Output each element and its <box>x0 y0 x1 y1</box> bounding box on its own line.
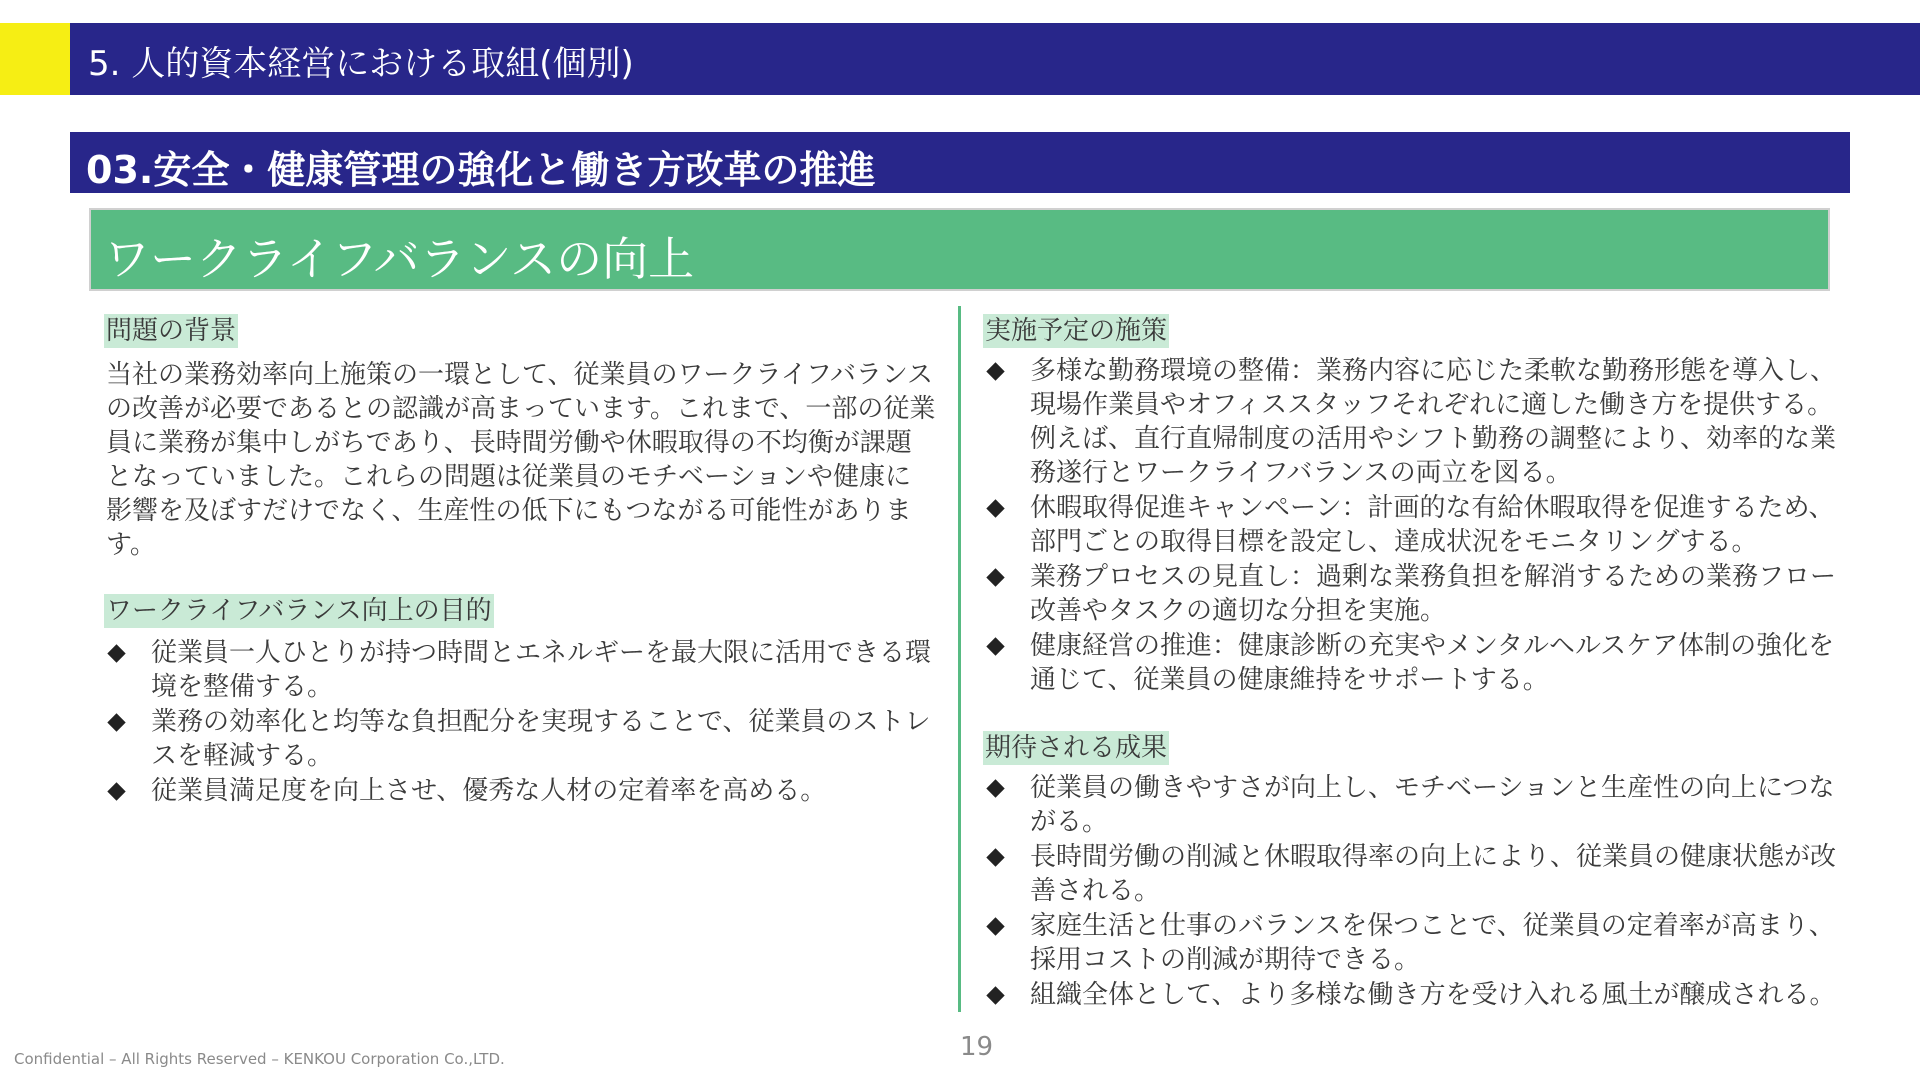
outcomes-item-text: 組織全体として、より多様な働き方を受け入れる風土が醸成される。 <box>1030 980 1836 1010</box>
measures-item-text: 多様な勤務環境の整備：業務内容に応じた柔軟な勤務形態を導入し、現場作業員やオフィススタッフそれぞれに適した働き方を提供する。例えば、直行直帰制度の活用やシフト勤務の調整により、効率的な業務遂行とワークライフバランスの両立を図る。 <box>1030 356 1837 488</box>
confidential-footer: Confidential – All Rights Reserved – KENKOU Corporation Co.,LTD. <box>14 1050 505 1068</box>
outcomes-item <box>985 840 1855 908</box>
purpose-heading: ワークライフバランス向上の目的 <box>106 596 492 626</box>
outcomes-item-text: 長時間労働の削減と休暇取得率の向上により、従業員の健康状態が改善される。 <box>1030 842 1837 906</box>
diamond-bullet-icon <box>987 638 1004 655</box>
outcomes-heading: 期待される成果 <box>985 733 1168 763</box>
yellow-accent-block <box>0 23 70 95</box>
measures-item <box>985 491 1855 559</box>
measures-item-text: 健康経営の推進：健康診断の充実やメンタルヘルスケア体制の強化を通じて、従業員の健康維持をサポートする。 <box>1030 631 1835 695</box>
purpose-item-text: 業務の効率化と均等な負担配分を実現することで、従業員のストレスを軽減する。 <box>151 707 931 771</box>
diamond-bullet-icon <box>987 500 1004 517</box>
outcomes-list <box>985 771 1855 1013</box>
diamond-bullet-icon <box>987 987 1004 1004</box>
purpose-item-text: 従業員一人ひとりが持つ時間とエネルギーを最大限に活用できる環境を整備する。 <box>151 638 932 702</box>
outcomes-item-text: 従業員の働きやすさが向上し、モチベーションと生産性の向上につながる。 <box>1030 773 1835 837</box>
diamond-bullet-icon <box>987 780 1004 797</box>
measures-heading: 実施予定の施策 <box>985 316 1168 346</box>
section-title: 03.安全・健康管理の強化と働き方改革の推進 <box>86 148 876 192</box>
diamond-bullet-icon <box>987 569 1004 586</box>
measures-list <box>985 354 1855 698</box>
purpose-list <box>106 636 940 809</box>
page-number: 19 <box>960 1032 994 1062</box>
purpose-item <box>106 705 940 773</box>
diamond-bullet-icon <box>108 783 125 800</box>
diamond-bullet-icon <box>987 363 1004 380</box>
outcomes-item <box>985 978 1855 1012</box>
purpose-item-text: 従業員満足度を向上させ、優秀な人材の定着率を高める。 <box>151 776 827 806</box>
diamond-bullet-icon <box>987 918 1004 935</box>
purpose-item <box>106 636 940 704</box>
background-heading: 問題の背景 <box>106 316 237 346</box>
diamond-bullet-icon <box>108 645 125 662</box>
column-divider <box>958 306 961 1012</box>
purpose-item <box>106 774 940 808</box>
measures-item-text: 業務プロセスの見直し：過剰な業務負担を解消するための業務フロー改善やタスクの適切な分担を実施。 <box>1030 562 1837 626</box>
measures-item <box>985 629 1855 697</box>
outcomes-item-text: 家庭生活と仕事のバランスを保つことで、従業員の定着率が高まり、採用コストの削減が期待できる。 <box>1030 911 1835 975</box>
outcomes-item <box>985 909 1855 977</box>
page-title: 5. 人的資本経営における取組(個別) <box>88 44 634 84</box>
outcomes-item <box>985 771 1855 839</box>
measures-item <box>985 560 1855 628</box>
topic-title: ワークライフバランスの向上 <box>104 232 695 286</box>
measures-item <box>985 354 1855 490</box>
background-paragraph: 当社の業務効率向上施策の一環として、従業員のワークライフバランスの改善が必要であるとの認識が高まっています。これまで、一部の従業員に業務が集中しがちであり、長時間労働や休暇取得の不均衡が課題となっていました。これらの問題は従業員のモチベーションや健康に影響を及ぼすだけでなく、生産性の低下にもつながる可能性があります。 <box>106 360 936 560</box>
measures-item-text: 休暇取得促進キャンペーン：計画的な有給休暇取得を促進するため、部門ごとの取得目標を設定し、達成状況をモニタリングする。 <box>1030 493 1835 557</box>
diamond-bullet-icon <box>987 849 1004 866</box>
diamond-bullet-icon <box>108 714 125 731</box>
